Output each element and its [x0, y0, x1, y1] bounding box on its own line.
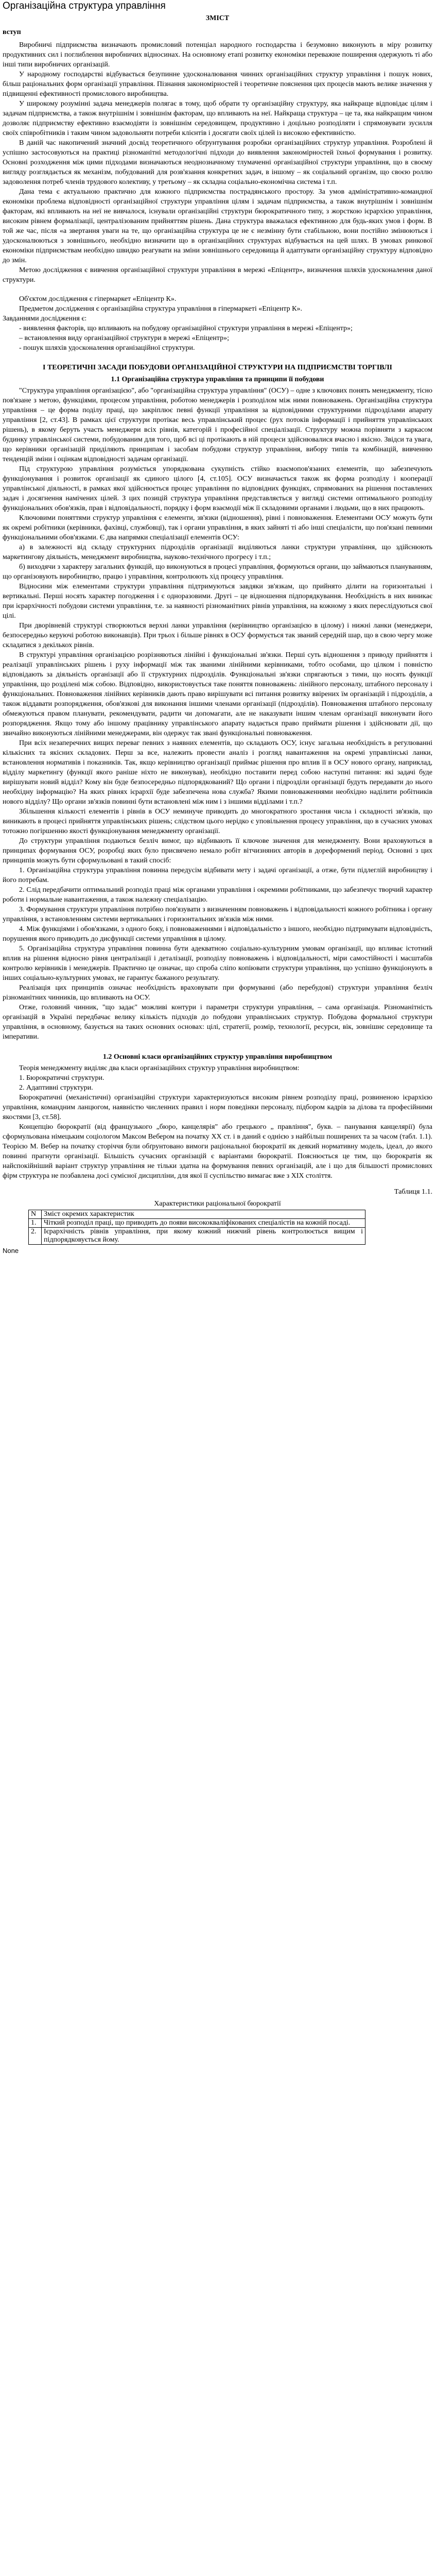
table-heading: Характеристики раціональної бюрократії	[154, 1200, 281, 1208]
paragraph: У народному господарстві відбувається безупинне удосконалювання чинних організаційних структур управління і пошук нових, більш раціональних форм організації управління. Пізнання закономірностей і теоретичне пояснення цих процесів мають велике значення у підвищенні ефективності промислового виробництва.	[3, 71, 432, 98]
page-title: Організаційна структура управління	[3, 1, 166, 11]
paragraph: 2. Адаптивні структури.	[19, 1084, 93, 1092]
document-body	[3, 12, 432, 1255]
paragraph: – встановлення виду організаційної структури в мережі «Епіцентр»;	[19, 334, 229, 342]
paragraph: Метою дослідження є вивчення організаційної структури управління в мережі «Епіцентр», визначення шляхів удосконалення даної структури.	[3, 266, 432, 284]
paragraph: 4. Між функціями і обов'язками, з одного боку, і повноваженнями і відповідальністю з іншого, необхідно підтримувати відповідність, порушення якого приводить до дисфункції системи управління в цілому.	[3, 925, 432, 943]
paragraph: "Структура управління організацією", або "організаційна структура управління" (ОСУ) – одне з ключових понять менеджменту, тісно пов'язане з метою, функціями, процесом управління, роботою менеджерів і розподілом між ними повноважень. Організаційна структура управління – це форма поділу праці, що закріплює певні функції управління за відповідними структурними підрозділами апарату управління [2, ст.43]. В рамках цієї структури протікає весь управлінський процес (рух потоків інформації і прийняття управлінських рішень), в якому беруть участь менеджери всіх рівнів, категорій і професійної спеціалізації. Структуру можна порівняти з каркасом будинку управлінської системи, побудованим для того, щоб всі ці протікають в ній процеси здійснювалися вчасно і якісно. Звідси та увага, що керівники організацій приділяють принципам і засобам побудови структур управління, вибору типів та комбінацій, вивченню тенденцій зміни і оцінкам відповідності задачам організації.	[3, 387, 432, 463]
paragraph: В структурі управління організацією розрізняються лінійні і функціональні зв'язки. Перші суть відношення з приводу прийняття і реалізації управлінських рішень і руху інформації між так званими лінійними керівниками, тобто особами, що цілком і повністю відповідають за діяльність організації або її структурних підрозділів. Функціональні зв'язки спрягаються з тими, що носять функції управління, що розділені між собою. Відповідно, використовується таке поняття повноважень: лінійного персоналу, штабного персоналу і функціональних. Повноваження лінійних керівників дають право вирішувати всі питання розвитку ввірених їм організацій і підрозділів, а також віддавати розпорядження, обов'язкові для виконання іншими членами організації (підрозділів). Повноваження штабного персоналу обмежуються правом планувати, рекомендувати, радити чи допомагати, але не наказувати іншим членам організації виконувати його розпорядження. Якщо тому або іншому працівнику управлінського апарату надається право приймати рішення і здійснювати дії, що звичайно виконуються лінійними менеджерами, він одержує так звані функціональні повноваження.	[3, 651, 432, 737]
paragraph: Відносини між елементами структури управління підтримуються завдяки зв'язкам, що прийнято ділити на горизонтальні і вертикальні. Перші носять характер погодження і є одноразовими. Другі – це відношення підпорядкування. Необхідність в них виникає при ієрархічності побудови системи управління, т.е. за наявності різноманітних рівнів управління, на кожному з яких переслідуються свої цілі.	[3, 583, 432, 620]
paragraph: Під структурою управління розуміється упорядкована сукупність стійко взаємопов'язаних елементів, що забезпечують функціонування і розвиток організації як єдиного цілого [4, ст.105]. ОСУ визначається також як форма розподілу і кооперації управлінської діяльності, в рамках якої здійснюється процес управління по відповідних функціях, спрямованих на рішення поставлених задач і досягнення намічених цілей. З цих позицій структура управління представляється у вигляді системи оптимального розподілу функціональних обов'язків, прав і відповідальності, порядку і форм взаємодії між її складовими органами і людьми, що в них працюють.	[3, 465, 432, 512]
paragraph: Дана тема є актуальною практично для кожного підприємства пострадянського простору. За умов адміністративно-командної економіки проблема відповідності організаційної структури управління цілям і задачам підприємства, а також внутрішнім і зовнішнім факторам, які впливають на неї не вивчалося, існували організаційні структури бюрократичного типу, з жорсткою ієрархією управління, високим рівнем формалізації, централізованим прийняттям рішень. Дана структура вважалася ефективною для будь-яких умов і форм. В той же час, після «а звертання уваги на те, що організаційна структура це не є незмінну бути стабільною, вони постійно змінюються і удосконалюються з зовнішнього, необхідно визначити що в організаційних структурах відбувається на цей шлях. В умовах ринкової економіки підприємствам необхідно швидко реагувати на зміни зовнішнього середовища й адаптувати організаційну структуру відповідно до змін.	[3, 188, 432, 264]
paragraph: б) виходячи з характеру загальних функцій, що виконуються в процесі управління, формуються органи, що займаються плануванням, що організовують виробництво, працю і управління, контролюють хід процесу управління.	[3, 563, 432, 581]
characteristics-table	[28, 1210, 365, 1245]
contents-heading: ЗМІСТ	[205, 14, 230, 22]
paragraph: а) в залежності від складу структурних підрозділів організації виділяються ланки структури управління, що здійснюють маркетингову діяльність, менеджмент виробництва, науково-технічного прогресу і т.п.;	[3, 544, 432, 561]
paragraph: Бюрократичні (механістичні) організаційні структури характеризуються високим рівнем розподілу праці, розвиненою ієрархією управління, командним ланцюгом, наявністю численних правил і норм поведінки персоналу, підбором кадрів за ділова та професійними якостями [3, ст.58].	[3, 1094, 432, 1121]
table-cell: 1.	[29, 1219, 42, 1228]
paragraph: Об'єктом дослідження є гіпермаркет «Епіцентр К».	[19, 295, 177, 303]
paragraph: При дворівневій структурі створюються верхні ланки управління (керівництво організацією в цілому) і нижні ланки (менеджери, безпосередньо керуючі роботою виконавців). При трьох і більше рівнях в ОСУ формується так званий середній шар, що в свою чергу може складатися з декількох рівнів.	[3, 622, 432, 649]
paragraph: - виявлення факторів, що впливають на побудову організаційної структури управління в мережі «Епіцентр»;	[19, 325, 353, 332]
paragraph-spacer	[3, 1042, 432, 1051]
subsection-title: 1.2 Основні класи організаційних структур управління виробництвом	[102, 1053, 333, 1061]
paragraph: При всіх незаперечних вищих переваг певних з наявних елементів, що складають ОСУ, існує загальна необхідність в регулюванні кількісних та якісних складових. Перш за все, належить провести аналіз і розгляд навантаження на окремі управлінські ланки, встановлення нормативів і показників. Так, якщо керівництво організації приймає рішення про вплив її в ОСУ нового органу, наприклад, відділу маркетингу (функції якого раніше ніхто не виконував), необхідно поставити перед собою наступні питання: які задачі буде вирішувати новий відділ? Кому він буде безпосередньо підпорядкований? Що органи і підрозділи організації будуть передавати до нього необхідну інформацію? На яких рівнях ієрархії буде забезпечена нова служба? Якими повноваженнями необхідно наділити робітників нового відділу? Що органи зв'язків повинні бути встановлені між ним і з іншими відділами і т.п.?	[3, 739, 432, 806]
paragraph: Завданнями дослідження є:	[3, 315, 87, 323]
paragraph: 1. Бюрократичні структури.	[19, 1074, 104, 1082]
footer-text: None	[3, 1247, 19, 1255]
table-row	[29, 1219, 365, 1228]
paragraph: 3. Формування структури управління потрібно пов'язувати з визначенням повноважень і відповідальності кожного робітника і органу управління, з встановленням системи вертикальних і горизонтальних зв'язків між ними.	[3, 906, 432, 923]
paragraph: Отже, головний чинник, "що задає" можливі контури і параметри структури управління, – сама організація. Різноманітність організацій в Україні передбачає велику кількість підходів до побудови управлінських структур. Побудова формальної структури управління, в основному, базується на таких основних основах: цілі, стратегії, розмір, технології, ресурси, вік, зовнішнє середовище та імперативи.	[3, 1004, 432, 1041]
paragraph: 1. Організаційна структура управління повинна передусім відбивати мету і задачі організації, а отже, бути підлеглій виробництву і його потребам.	[3, 867, 432, 884]
table-row	[29, 1228, 365, 1245]
table-cell: Чіткий розподіл праці, що приводить до появи висококваліфікованих спеціалістів на кожній посаді.	[42, 1219, 365, 1228]
table-cell: Ієрархічність рівнів управління, при якому кожний нижчий рівень контролюється вищим і підпорядковується йому.	[42, 1228, 365, 1245]
paragraph: 5. Організаційна структура управління повинна бути адекватною соціально-культурним умовам організації, що впливає істотний вплив на рішення відносно рівня централізації і деталізації, розподілу повноважень і відповідальності, міри самостійності і масштабів контролю керівників і менеджерів. Практично це означає, що спроба сліпо копіювати структури управління, що успішно функціонують в інших соціально-культурних умовах, не гарантує бажаного результату.	[3, 945, 432, 982]
table-header-cell: Зміст окремих характеристик	[42, 1210, 365, 1219]
paragraph-spacer	[3, 285, 432, 294]
table-header-cell: N	[29, 1210, 42, 1219]
paragraph: У широкому розумінні задача менеджерів полягає в тому, щоб обрати ту організаційну структуру, яка найкраще відповідає цілям і задачам підприємства, а також внутрішнім і зовнішнім факторам, що впливають на неї. Найкраща структура – це та, яка найкращим чином дозволяє підприємству ефективно взаємодіяти із зовнішнім середовищем, продуктивно і доцільно розподіляти і спрямовувати зусилля своїх співробітників і таким чином задовольняти потреби клієнтів і досягати своїх цілей із високою ефективністю.	[3, 100, 432, 137]
paragraph: Предметом дослідження є організаційна структура управління в гіпермаркеті «Епіцентр К».	[19, 305, 303, 313]
subsection-title: 1.1 Організаційна структура управління та принципи її побудови	[111, 376, 324, 383]
table-cell: 2.	[29, 1228, 42, 1245]
paragraph: Виробничі підприємства визначають промисловий потенціал народного господарства і безумовно виконують в міру розвитку продуктивних сил і поглиблення виробничих відносинах. На основному етапі розвитку економіки переважне поширення одержують ті або інші типи виробничих організацій.	[3, 41, 432, 69]
paragraph: Ключовими поняттями структур управління є елементи, зв'язки (відношення), рівні і повноваження. Елементами ОСУ можуть бути як окремі робітники (керівники, фахівці, службовці), так і органи управління, в яких зайняті ті або інші спеціалісти, що пов'язані певними функціональними обов'язками. Є два напрямки спеціалізації елементів ОСУ:	[3, 514, 432, 541]
paragraph: В даній час накопичений значний досвід теоретичного обґрунтування розробки організаційних структур управління. Розроблені й успішно застосовуються на практиці різноманітні методологічні підходи до виявлення закономірностей їхньої формування і розвитку. Основні розходження між цими підходами визначаються неоднозначному тлумаченні організаційної структури управління, що в своєму вигляду розглядається як механізм, побудований для розв'язання конкретних задач, в іншому – як соціальний організм, що своєю роллю задоволення потреб членів трудового колективу, у третьому – як складна соціально-економічна система і т.п.	[3, 139, 432, 186]
paragraph: До структури управління подаються безліч вимог, що відбивають її ключове значення для менеджменту. Вони враховуються в принципах формування ОСУ, розробці яких було присвячено немало робіт вітчизняних авторів в дореформений період. Основні з цих принципів можуть бути сформульовані в такий спосіб:	[3, 837, 432, 865]
table-caption: Таблиця 1.1.	[394, 1188, 432, 1196]
table-header-row	[29, 1210, 365, 1219]
paragraph: 2. Слід передбачити оптимальний розподіл праці між органами управління і окремими робітниками, що забезпечує творчий характер роботи і нормальне навантаження, а також належну спеціалізацію.	[3, 886, 432, 904]
paragraph: Теорія менеджменту виділяє два класи організаційних структур управління виробництвом:	[19, 1064, 300, 1072]
paragraph: Реалізація цих принципів означає необхідність враховувати при формуванні (або перебудові) структури управління безліч різноманітних чинників, що впливають на ОСУ.	[3, 984, 432, 1002]
paragraph: - пошук шляхів удосконалення організаційної структури.	[19, 344, 195, 352]
paragraph: Концепцію бюрократії (від французького „бюро, канцелярія" або грецького „ правління", букв. – панування канцелярії) була сформульована німецьким соціологом Максом Вебером на початку XX ст. і в даний є однією з найбільш поширених та за часом (табл. 1.1). Теорією М. Вебер на початку сторіччя були обґрунтовано вимоги раціональної бюрократії як деякий нормативну модель, ідеал, до якого повинні прагнути організації. Більшість сучасних організацій є варіантами бюрократії. Пояснюється це тим, що бюрократія як найспокійніший варіант структур управління не тільки здатна на формування певних організацій, але і що для більшості промислових фірм структура не позбавлена досі сумісної дисципліни, для якої її суспільство вимагає вже з XIX століття.	[3, 1123, 432, 1180]
intro-heading: вступ	[3, 28, 21, 36]
chapter-title: І ТЕОРЕТИЧНІ ЗАСАДИ ПОБУДОВИ ОРГАНІЗАЦІЙНОЇ СТРУКТУРИ НА ПІДПРИЄМСТВІ ТОРГІВЛІ	[43, 364, 392, 371]
paragraph: Збільшення кількості елементів і рівнів в ОСУ неминуче приводить до многократного зростання числа і складності зв'язків, що виникають в процесі прийняття управлінських рішень; слідством цього нерідко є уповільнення процесу управління, що в сучасних умовах тотожно погіршенню якості функціонування менеджменту організації.	[3, 808, 432, 835]
paragraph-spacer	[3, 353, 432, 362]
